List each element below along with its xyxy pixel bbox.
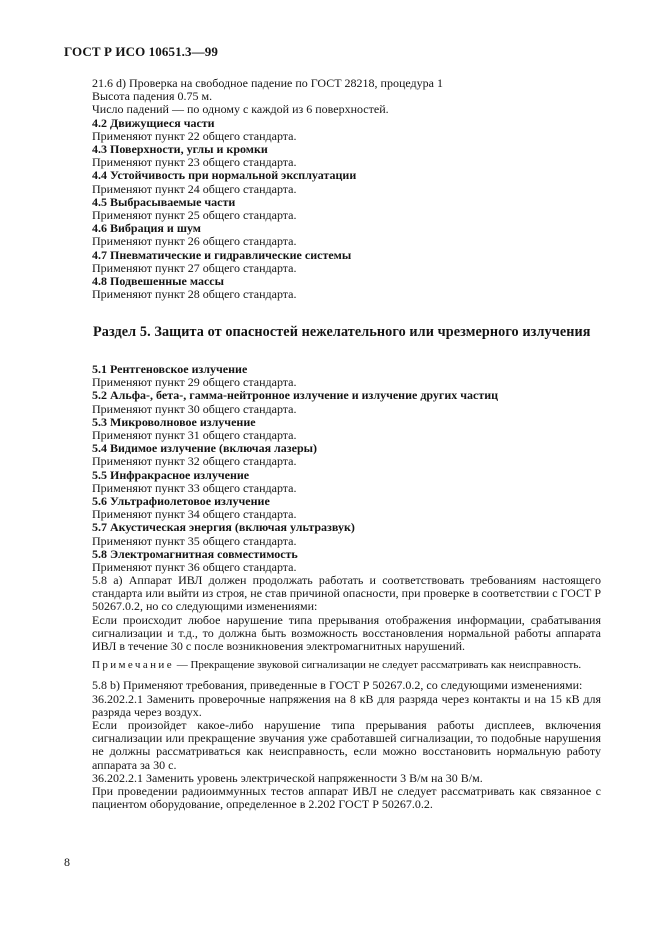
clause-heading: 4.8 Подвешенные массы — [92, 274, 224, 289]
body-line: Применяют пункт 22 общего стандарта. — [92, 128, 297, 143]
clause-heading: 4.6 Вибрация и шум — [92, 221, 201, 236]
clause-heading: 4.4 Устойчивость при нормальной эксплуатации — [92, 168, 357, 183]
body-line: 21.6 d) Проверка на свободное падение по ГОСТ 28218, процедура 1 — [92, 76, 443, 90]
body-line: Применяют пункт 29 общего стандарта. — [92, 375, 297, 390]
section-4-block — [64, 77, 601, 301]
body-line: Число падений — по одному с каждой из 6 поверхностей. — [92, 102, 389, 117]
clause-5-8-block — [64, 574, 601, 811]
body-line: Применяют пункт 24 общего стандарта. — [92, 181, 297, 196]
clause-heading: 4.5 Выбрасываемые части — [92, 194, 236, 209]
body-line: Применяют пункт 32 общего стандарта. — [92, 454, 297, 469]
display-interruption-paragraph: Если произойдет какое-либо нарушение типа прерывания работы дисплеев, включения сигнализации или прекращение звучания уже сработавшей сигнализации, то подобные нарушения не должны рассматриваться как неисправность, если можно восстановить нормальную работу аппарата за 30 с. — [92, 718, 601, 772]
body-line: Применяют пункт 31 общего стандарта. — [92, 428, 297, 443]
interruption-paragraph: Если происходит любое нарушение типа прерывания отображения информации, срабатывания сигнализации и т.д., то должна быть возможность восстановления нормальной работы аппарата ИВЛ в течение 30 с после возникновения электромагнитных нарушений. — [92, 612, 601, 654]
body-line: Применяют пункт 27 общего стандарта. — [92, 260, 297, 275]
radio-immunity-paragraph: При проведении радиоиммунных тестов аппарат ИВЛ не следует рассматривать как связанное с пациентом оборудование, определенное в 2.202 ГОСТ Р 50267.0.2. — [92, 784, 601, 812]
clause-heading: 5.3 Микроволновое излучение — [92, 414, 256, 429]
body-line: Применяют пункт 35 общего стандарта. — [92, 533, 297, 548]
body-line: Высота падения 0.75 м. — [92, 89, 213, 104]
body-line: Применяют пункт 23 общего стандарта. — [92, 155, 297, 170]
clause-heading: 5.1 Рентгеновское излучение — [92, 362, 248, 376]
clause-heading: 5.4 Видимое излучение (включая лазеры) — [92, 441, 317, 456]
clause-heading: 5.7 Акустическая энергия (включая ультразвук) — [92, 520, 355, 535]
page-number: 8 — [64, 855, 70, 869]
clause-heading: 5.5 Инфракрасное излучение — [92, 467, 250, 482]
clause-heading: 4.7 Пневматические и гидравлические системы — [92, 247, 352, 262]
section-5-block — [64, 363, 601, 574]
field-strength-paragraph: 36.202.2.1 Заменить уровень электрической напряженности 3 В/м на 30 В/м. — [92, 770, 483, 785]
body-line: Применяют пункт 33 общего стандарта. — [92, 480, 297, 495]
document-header: ГОСТ Р ИСО 10651.3—99 — [64, 44, 218, 59]
body-line: Применяют пункт 30 общего стандарта. — [92, 401, 297, 416]
body-line: Применяют пункт 34 общего стандарта. — [92, 507, 297, 522]
body-line: Применяют пункт 25 общего стандарта. — [92, 208, 297, 223]
note-text: — Прекращение звуковой сигнализации не следует рассматривать как неисправность. — [173, 659, 582, 672]
body-line: Применяют пункт 28 общего стандарта. — [92, 287, 297, 302]
clause-5-8a-paragraph: 5.8 а) Аппарат ИВЛ должен продолжать работать и соответствовать требованиям настоящего стандарта или выйти из строя, не став причиной опасности, при проверке в соответствии с ГОСТ Р 50267.0.2, но со следующими изменениями: — [92, 573, 601, 614]
clause-heading: 5.6 Ультрафиолетовое излучение — [92, 494, 270, 509]
note-label: Примечание — [92, 659, 174, 672]
clause-heading: 5.8 Электромагнитная совместимость — [92, 546, 298, 561]
note — [64, 659, 601, 672]
body-line: Применяют пункт 26 общего стандарта. — [92, 234, 297, 249]
clause-heading: 4.2 Движущиеся части — [92, 115, 215, 130]
clause-heading: 4.3 Поверхности, углы и кромки — [92, 142, 268, 157]
section-5-title: Раздел 5. Защита от опасностей нежелательного или чрезмерного излучения — [93, 324, 591, 340]
clause-5-8b-paragraph: 5.8 b) Применяют требования, приведенные в ГОСТ Р 50267.0.2, со следующими изменениями: — [92, 678, 583, 693]
clause-heading: 5.2 Альфа-, бета-, гамма-нейтронное излучение и излучение других частиц — [92, 388, 499, 403]
clause-36-202-2-1-paragraph: 36.202.2.1 Заменить проверочные напряжения на 8 кВ для разряда через контакты и на 15 кВ для разряда через воздух. — [92, 691, 601, 719]
body-line: Применяют пункт 36 общего стандарта. — [92, 560, 297, 575]
